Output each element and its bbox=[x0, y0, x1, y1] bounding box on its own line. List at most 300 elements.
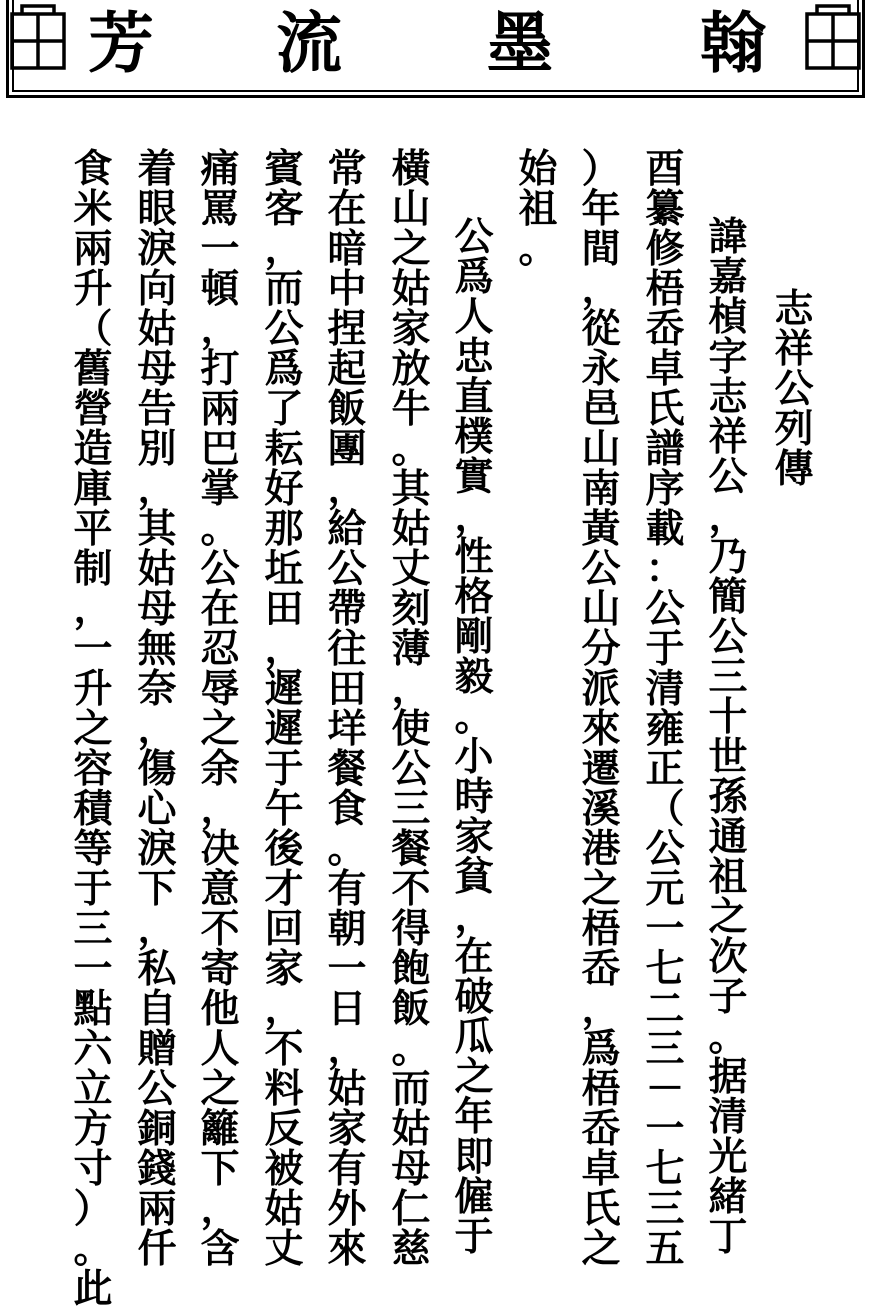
column-char: 兩 bbox=[200, 386, 240, 432]
column-char: 賓 bbox=[264, 146, 304, 192]
column-char: 山 bbox=[391, 186, 431, 232]
column-char: 年 bbox=[581, 186, 621, 232]
column-char: 簡 bbox=[708, 574, 748, 620]
column-char: 乃 bbox=[708, 534, 748, 580]
title-char: 芳 bbox=[88, 4, 154, 82]
column-char: 。 bbox=[200, 506, 240, 552]
column-char: 祥 bbox=[708, 414, 748, 460]
column-char: 兩 bbox=[137, 1186, 177, 1232]
column-char: ， bbox=[454, 494, 494, 540]
column-char: 卓 bbox=[645, 346, 685, 392]
column-char: 了 bbox=[264, 386, 304, 432]
text-column bbox=[571, 146, 631, 1272]
column-char: 點 bbox=[73, 986, 113, 1032]
column-char: 之 bbox=[200, 1066, 240, 1112]
column-char: 飯 bbox=[391, 986, 431, 1032]
column-char: 眼 bbox=[137, 186, 177, 232]
column-char: 飽 bbox=[391, 946, 431, 992]
column-char: ， bbox=[391, 666, 431, 712]
column-char: 忠 bbox=[454, 334, 494, 380]
column-char: 慈 bbox=[391, 1226, 431, 1272]
column-char: 不 bbox=[391, 866, 431, 912]
column-char: 剛 bbox=[454, 614, 494, 660]
column-char: 僱 bbox=[454, 1174, 494, 1220]
column-char: 据 bbox=[708, 1054, 748, 1100]
column-char: 後 bbox=[264, 826, 304, 872]
column-char: 母 bbox=[137, 586, 177, 632]
column-char: 不 bbox=[200, 906, 240, 952]
column-char: 十 bbox=[708, 694, 748, 740]
column-char: 姑 bbox=[137, 306, 177, 352]
column-char: 餐 bbox=[327, 746, 367, 792]
column-char: 樸 bbox=[454, 414, 494, 460]
column-char: 其 bbox=[391, 466, 431, 512]
column-char: 祖 bbox=[708, 854, 748, 900]
column-char: 于 bbox=[264, 746, 304, 792]
column-char: 奈 bbox=[137, 666, 177, 712]
column-char: 自 bbox=[137, 986, 177, 1032]
column-char: 卓 bbox=[581, 1146, 621, 1192]
column-char: 邑 bbox=[581, 386, 621, 432]
column-char: 余 bbox=[200, 746, 240, 792]
column-char: ： bbox=[645, 546, 685, 592]
column-char: 私 bbox=[137, 946, 177, 992]
column-char: 好 bbox=[264, 466, 304, 512]
column-char: 不 bbox=[264, 1026, 304, 1072]
column-char: 母 bbox=[137, 346, 177, 392]
column-char: ， bbox=[137, 466, 177, 512]
column-char: 升 bbox=[73, 666, 113, 712]
column-char: 人 bbox=[454, 294, 494, 340]
column-char: 日 bbox=[327, 986, 367, 1032]
column-char: 立 bbox=[73, 1066, 113, 1112]
column-char: 錢 bbox=[137, 1146, 177, 1192]
column-char: 傷 bbox=[137, 746, 177, 792]
column-char: 公 bbox=[264, 306, 304, 352]
column-char: 打 bbox=[200, 346, 240, 392]
column-char: 之 bbox=[708, 894, 748, 940]
column-char: ， bbox=[137, 706, 177, 752]
column-char: 無 bbox=[137, 626, 177, 672]
column-char: 頓 bbox=[200, 266, 240, 312]
column-char: 爲 bbox=[264, 346, 304, 392]
column-char: 着 bbox=[137, 146, 177, 192]
column-char: 中 bbox=[327, 266, 367, 312]
column-char: 食 bbox=[73, 146, 113, 192]
column-char: 二 bbox=[645, 986, 685, 1032]
column-char: 公 bbox=[581, 546, 621, 592]
column-char: 公 bbox=[645, 826, 685, 872]
column-char: 營 bbox=[73, 386, 113, 432]
column-char: 得 bbox=[391, 906, 431, 952]
column-char: 公 bbox=[708, 614, 748, 660]
column-char: 家 bbox=[391, 306, 431, 352]
text-column bbox=[508, 146, 568, 272]
column-char: 牛 bbox=[391, 386, 431, 432]
column-char: 含 bbox=[200, 1226, 240, 1272]
column-char: 往 bbox=[327, 626, 367, 672]
column-char: 。 bbox=[454, 694, 494, 740]
column-char: 于 bbox=[454, 1214, 494, 1260]
column-char: 志 bbox=[708, 374, 748, 420]
column-char: ， bbox=[264, 986, 304, 1032]
column-char: 姑 bbox=[391, 1106, 431, 1152]
column-char: 清 bbox=[708, 1094, 748, 1140]
column-char: 丈 bbox=[264, 1226, 304, 1272]
column-char: 姑 bbox=[264, 1186, 304, 1232]
column-char: 緒 bbox=[708, 1174, 748, 1220]
column-char: 丈 bbox=[391, 546, 431, 592]
column-char: 氏 bbox=[581, 1186, 621, 1232]
column-char: 公 bbox=[200, 546, 240, 592]
column-char: 格 bbox=[454, 574, 494, 620]
column-char: 外 bbox=[327, 1186, 367, 1232]
column-char: 光 bbox=[708, 1134, 748, 1180]
column-char: 平 bbox=[73, 506, 113, 552]
column-char: 有 bbox=[327, 866, 367, 912]
column-char: 一 bbox=[73, 626, 113, 672]
column-char: 巴 bbox=[200, 426, 240, 472]
column-char: 而 bbox=[264, 266, 304, 312]
column-char: 淚 bbox=[137, 226, 177, 272]
column-char: 六 bbox=[73, 1026, 113, 1072]
column-char: 字 bbox=[708, 334, 748, 380]
column-char: 銅 bbox=[137, 1106, 177, 1152]
column-char: 溪 bbox=[581, 786, 621, 832]
column-char: 港 bbox=[581, 826, 621, 872]
column-char: 公 bbox=[645, 586, 685, 632]
column-char: 公 bbox=[327, 546, 367, 592]
column-char: 而 bbox=[391, 1066, 431, 1112]
column-char: 世 bbox=[708, 734, 748, 780]
column-char: 毅 bbox=[454, 654, 494, 700]
column-char: 三 bbox=[645, 1026, 685, 1072]
column-char: 米 bbox=[73, 186, 113, 232]
column-char: 庫 bbox=[73, 466, 113, 512]
column-char: 分 bbox=[581, 626, 621, 672]
column-char: 永 bbox=[581, 346, 621, 392]
column-char: 那 bbox=[264, 506, 304, 552]
column-char: 垟 bbox=[327, 706, 367, 752]
column-char: 列 bbox=[774, 406, 814, 452]
column-char: 。 bbox=[518, 226, 558, 272]
column-char: 給 bbox=[327, 506, 367, 552]
column-char: ， bbox=[264, 626, 304, 672]
column-char: 辱 bbox=[200, 666, 240, 712]
column-char: 。 bbox=[391, 1026, 431, 1072]
column-char: 其 bbox=[137, 506, 177, 552]
column-char: 食 bbox=[327, 786, 367, 832]
column-char: 清 bbox=[645, 666, 685, 712]
column-char: 淚 bbox=[137, 826, 177, 872]
title-char: 翰 bbox=[700, 4, 766, 82]
column-char: 之 bbox=[200, 706, 240, 752]
title-char: 流 bbox=[276, 4, 342, 82]
column-char: 瓜 bbox=[454, 1014, 494, 1060]
text-column bbox=[698, 214, 758, 1260]
column-char: 山 bbox=[581, 586, 621, 632]
column-char: 于 bbox=[73, 866, 113, 912]
text-column bbox=[190, 146, 250, 1272]
column-char: 一 bbox=[645, 906, 685, 952]
column-char: 楨 bbox=[708, 294, 748, 340]
column-char: 决 bbox=[200, 826, 240, 872]
column-char: 意 bbox=[200, 866, 240, 912]
column-char: 餐 bbox=[391, 826, 431, 872]
column-char: 起 bbox=[327, 346, 367, 392]
column-char: 姑 bbox=[137, 546, 177, 592]
column-char: 家 bbox=[264, 946, 304, 992]
column-char: 在 bbox=[200, 586, 240, 632]
column-char: 籬 bbox=[200, 1106, 240, 1152]
column-char: ， bbox=[137, 906, 177, 952]
column-char: － bbox=[645, 1066, 685, 1112]
column-char: 寸 bbox=[73, 1146, 113, 1192]
column-char: 等 bbox=[73, 826, 113, 872]
column-char: 舊 bbox=[73, 346, 113, 392]
column-char: 此 bbox=[73, 1266, 113, 1312]
column-char: 團 bbox=[327, 426, 367, 472]
column-char: 山 bbox=[581, 426, 621, 472]
column-char: 家 bbox=[454, 814, 494, 860]
column-char: 一 bbox=[645, 1106, 685, 1152]
column-char: 遲 bbox=[264, 666, 304, 712]
column-char: 傳 bbox=[774, 446, 814, 492]
column-char: 被 bbox=[264, 1146, 304, 1192]
column-char: 之 bbox=[73, 706, 113, 752]
column-char: 間 bbox=[581, 226, 621, 272]
column-char: 載 bbox=[645, 506, 685, 552]
column-char: 公 bbox=[137, 1066, 177, 1112]
text-column bbox=[381, 146, 441, 1272]
column-char: ， bbox=[200, 1186, 240, 1232]
text-column bbox=[764, 286, 824, 492]
column-char: 年 bbox=[454, 1094, 494, 1140]
column-char: 耘 bbox=[264, 426, 304, 472]
column-char: ， bbox=[200, 306, 240, 352]
column-char: 酉 bbox=[645, 146, 685, 192]
column-char: 料 bbox=[264, 1066, 304, 1112]
column-char: 元 bbox=[645, 866, 685, 912]
column-char: 丁 bbox=[708, 1214, 748, 1260]
column-char: ） bbox=[73, 1186, 113, 1232]
text-column bbox=[63, 146, 123, 1312]
column-char: 爲 bbox=[581, 1026, 621, 1072]
text-column bbox=[444, 214, 504, 1260]
column-char: 坵 bbox=[264, 546, 304, 592]
column-char: 回 bbox=[264, 906, 304, 952]
column-char: 。 bbox=[391, 426, 431, 472]
column-char: 五 bbox=[645, 1226, 685, 1272]
column-char: 贈 bbox=[137, 1026, 177, 1072]
column-char: 遷 bbox=[581, 746, 621, 792]
column-char: 家 bbox=[327, 1106, 367, 1152]
column-char: 來 bbox=[581, 706, 621, 752]
text-column bbox=[127, 146, 187, 1272]
column-char: 岙 bbox=[581, 1106, 621, 1152]
column-char: 下 bbox=[137, 866, 177, 912]
column-char: 遲 bbox=[264, 706, 304, 752]
column-char: 造 bbox=[73, 426, 113, 472]
column-char: 暗 bbox=[327, 226, 367, 272]
column-char: 母 bbox=[391, 1146, 431, 1192]
column-char: 公 bbox=[454, 214, 494, 260]
column-char: 嘉 bbox=[708, 254, 748, 300]
column-char: 容 bbox=[73, 746, 113, 792]
column-char: 從 bbox=[581, 306, 621, 352]
column-char: 掌 bbox=[200, 466, 240, 512]
column-char: 姑 bbox=[391, 506, 431, 552]
column-char: 雍 bbox=[645, 706, 685, 752]
column-char: 黃 bbox=[581, 506, 621, 552]
column-char: 梧 bbox=[645, 266, 685, 312]
column-char: 心 bbox=[137, 786, 177, 832]
column-char: 諱 bbox=[708, 214, 748, 260]
column-char: 兩 bbox=[73, 226, 113, 272]
column-char: ， bbox=[264, 226, 304, 272]
column-char: 橫 bbox=[391, 146, 431, 192]
column-char: 三 bbox=[391, 786, 431, 832]
column-char: 直 bbox=[454, 374, 494, 420]
column-char: 一 bbox=[200, 226, 240, 272]
column-char: 放 bbox=[391, 346, 431, 392]
column-char: 罵 bbox=[200, 186, 240, 232]
fret-ornament-right bbox=[801, 4, 863, 76]
column-char: 次 bbox=[708, 934, 748, 980]
column-char: 公 bbox=[391, 746, 431, 792]
column-char: 祥 bbox=[774, 326, 814, 372]
column-char: ， bbox=[327, 1026, 367, 1072]
column-char: ， bbox=[708, 494, 748, 540]
column-char: 姑 bbox=[391, 266, 431, 312]
column-char: 三 bbox=[73, 906, 113, 952]
column-char: 制 bbox=[73, 546, 113, 592]
column-char: 。 bbox=[708, 1014, 748, 1060]
column-char: 譜 bbox=[645, 426, 685, 472]
column-char: 告 bbox=[137, 386, 177, 432]
column-char: 在 bbox=[327, 186, 367, 232]
column-char: 午 bbox=[264, 786, 304, 832]
text-column bbox=[635, 146, 695, 1272]
column-char: 七 bbox=[645, 1146, 685, 1192]
column-char: ， bbox=[454, 894, 494, 940]
column-char: 才 bbox=[264, 866, 304, 912]
column-char: ， bbox=[581, 266, 621, 312]
column-char: 序 bbox=[645, 466, 685, 512]
column-char: 公 bbox=[774, 366, 814, 412]
column-char: 薄 bbox=[391, 626, 431, 672]
column-char: 姑 bbox=[327, 1066, 367, 1112]
column-char: 祖 bbox=[518, 186, 558, 232]
column-char: 子 bbox=[708, 974, 748, 1020]
column-char: 之 bbox=[581, 866, 621, 912]
column-char: 在 bbox=[454, 934, 494, 980]
column-char: 孫 bbox=[708, 774, 748, 820]
column-char: ， bbox=[73, 586, 113, 632]
column-char: 梧 bbox=[581, 1066, 621, 1112]
column-char: （ bbox=[645, 786, 685, 832]
column-char: 常 bbox=[327, 146, 367, 192]
column-char: 梧 bbox=[581, 906, 621, 952]
column-char: 岙 bbox=[581, 946, 621, 992]
column-char: 之 bbox=[581, 1226, 621, 1272]
column-char: 始 bbox=[518, 146, 558, 192]
column-char: 氏 bbox=[645, 386, 685, 432]
column-char: 修 bbox=[645, 226, 685, 272]
column-char: 于 bbox=[645, 626, 685, 672]
column-char: 派 bbox=[581, 666, 621, 712]
column-char: 客 bbox=[264, 186, 304, 232]
column-char: ， bbox=[200, 786, 240, 832]
column-char: 下 bbox=[200, 1146, 240, 1192]
text-column bbox=[254, 146, 314, 1272]
fret-ornament-left bbox=[8, 4, 70, 76]
column-char: 。 bbox=[327, 826, 367, 872]
column-char: 飯 bbox=[327, 386, 367, 432]
column-char: 積 bbox=[73, 786, 113, 832]
text-column bbox=[317, 146, 377, 1272]
column-char: 仁 bbox=[391, 1186, 431, 1232]
column-char: 人 bbox=[200, 1026, 240, 1072]
column-char: （ bbox=[73, 306, 113, 352]
column-char: 忍 bbox=[200, 626, 240, 672]
column-char: 一 bbox=[73, 946, 113, 992]
column-char: 別 bbox=[137, 426, 177, 472]
column-char: 朝 bbox=[327, 906, 367, 952]
column-char: 帶 bbox=[327, 586, 367, 632]
column-char: 一 bbox=[327, 946, 367, 992]
column-char: 向 bbox=[137, 266, 177, 312]
column-char: ） bbox=[581, 146, 621, 192]
column-char: 志 bbox=[774, 286, 814, 332]
column-char: 性 bbox=[454, 534, 494, 580]
column-char: 三 bbox=[708, 654, 748, 700]
column-char: 之 bbox=[454, 1054, 494, 1100]
column-char: 他 bbox=[200, 986, 240, 1032]
column-char: 岙 bbox=[645, 306, 685, 352]
column-char: ， bbox=[327, 466, 367, 512]
column-char: 小 bbox=[454, 734, 494, 780]
column-char: 南 bbox=[581, 466, 621, 512]
column-char: 田 bbox=[327, 666, 367, 712]
column-char: 三 bbox=[645, 1186, 685, 1232]
column-char: 正 bbox=[645, 746, 685, 792]
column-char: 爲 bbox=[454, 254, 494, 300]
column-char: 公 bbox=[708, 454, 748, 500]
column-char: 七 bbox=[645, 946, 685, 992]
column-char: 反 bbox=[264, 1106, 304, 1152]
column-char: 通 bbox=[708, 814, 748, 860]
column-char: 來 bbox=[327, 1226, 367, 1272]
column-char: 纂 bbox=[645, 186, 685, 232]
column-char: 實 bbox=[454, 454, 494, 500]
column-char: 升 bbox=[73, 266, 113, 312]
column-char: 寄 bbox=[200, 946, 240, 992]
column-char: 刻 bbox=[391, 586, 431, 632]
column-char: 田 bbox=[264, 586, 304, 632]
column-char: 使 bbox=[391, 706, 431, 752]
column-char: 仟 bbox=[137, 1226, 177, 1272]
title-char: 墨 bbox=[487, 4, 553, 82]
column-char: 貧 bbox=[454, 854, 494, 900]
column-char: 破 bbox=[454, 974, 494, 1020]
column-char: 。 bbox=[73, 1226, 113, 1272]
column-char: 方 bbox=[73, 1106, 113, 1152]
column-char: 有 bbox=[327, 1146, 367, 1192]
column-char: ， bbox=[581, 986, 621, 1032]
column-char: 之 bbox=[391, 226, 431, 272]
column-char: 即 bbox=[454, 1134, 494, 1180]
